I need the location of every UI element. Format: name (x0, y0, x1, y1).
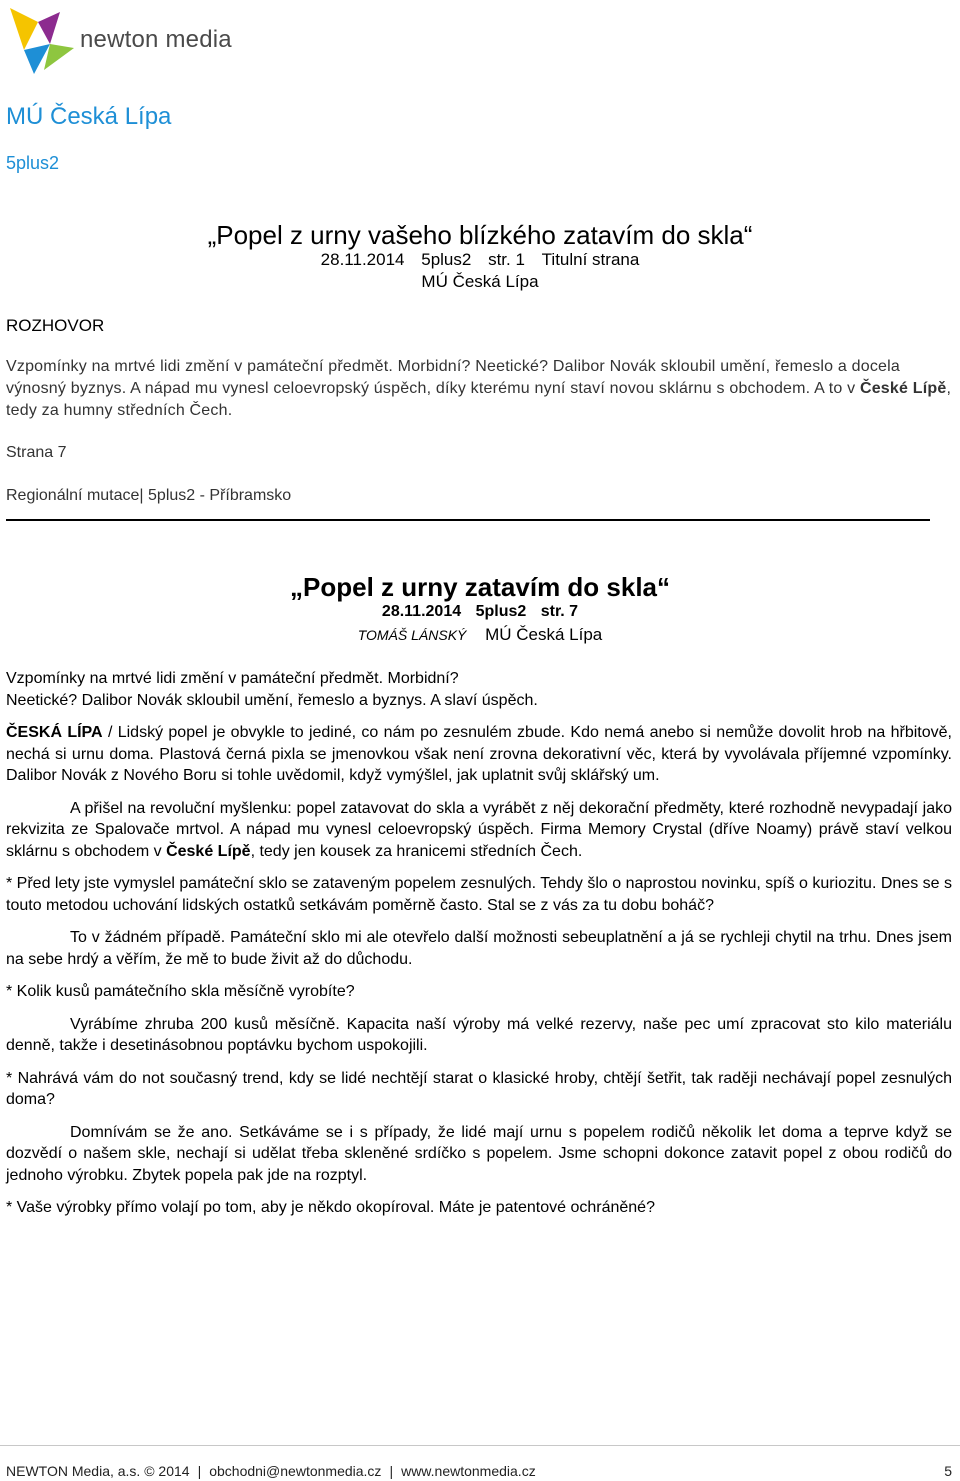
interview-question: * Kolik kusů památečního skla měsíčně vyrobíte? (6, 983, 355, 1000)
article1-client: MÚ Česká Lípa (421, 272, 539, 291)
article2-p2-post: , tedy jen kousek za hranicemi středních Čech. (250, 842, 583, 860)
article2-paragraph (6, 798, 952, 863)
article2-client: MÚ Česká Lípa (485, 625, 603, 644)
interview-answer: To v žádném případě. Památeční sklo mi ale otevřelo další možnosti sebeuplatnění a já se rychleji chytil na trhu. Dnes jsem na sebe hrdý a věřím, že mě to bude živit až do důchodu. (6, 929, 952, 968)
footer: NEWTON Media, a.s. © 2014 | obchodni@newtonmedia.cz | www.newtonmedia.cz (6, 1463, 536, 1479)
footer-company: NEWTON Media, a.s. © 2014 (6, 1463, 190, 1479)
article2-byline (0, 625, 960, 645)
article2-headline: „Popel z urny zatavím do skla“ (290, 572, 670, 602)
article1-strana: Strana 7 (6, 444, 67, 461)
footer-divider (0, 1445, 960, 1446)
article2-paragraph (6, 722, 952, 787)
article1-date: 28.11.2014 (320, 250, 405, 269)
article1-headline: „Popel z urny vašeho blízkého zatavím do skla“ (207, 220, 753, 250)
newton-logo-icon (4, 4, 80, 80)
brand-name: newton media (80, 26, 232, 53)
article2-date: 28.11.2014 (381, 603, 462, 620)
article1-rubric: Titulní strana (541, 250, 640, 269)
article2-page: str. 7 (540, 603, 579, 620)
page-number: 5 (944, 1463, 952, 1479)
article1-meta (0, 250, 960, 270)
newton-media-logo (4, 4, 244, 80)
article1-page: str. 1 (488, 250, 525, 269)
article1-regional: Regionální mutace| 5plus2 - Příbramsko (6, 487, 292, 504)
article1-lead-post: , tedy za humny středních Čech. (6, 380, 952, 419)
interview-answer: Vyrábíme zhruba 200 kusů měsíčně. Kapacita naší výroby má velké rezervy, naše pec umí zpracovat sto kilo materiálu denně, takže i desetinásobnou poptávku bychom uspokojili. (6, 1015, 952, 1054)
article2-meta (0, 603, 960, 621)
article2-lead: Vzpomínky na mrtvé lidi změní v památeční předmět. Morbidní? Neetické? Dalibor Novák skloubil umění, řemeslo a byznys. A slaví úspěch. (6, 670, 538, 709)
client-title: MÚ Česká Lípa (6, 103, 172, 130)
publication-name: 5plus2 (6, 153, 60, 173)
article1-lead (6, 356, 952, 422)
article2-p1-text: / Lidský popel je obvykle to jediné, co nám po zesnulém zbude. Kdo nemá anebo si nemůže dovolit hrob na hřbitově, nechá si urnu doma. Plastová černá pixla se jmenovkou však není zrovna dekorativní věc, která by vyvolávala příjemné vzpomínky. Dalibor Novák z Nového Boru si tohle uvědomil, když vymýšlel, jak uplatnit svůj sklářský um. (6, 724, 952, 784)
article2-p2-pre: A přišel na revoluční myšlenku: popel zatavovat do skla a vyrábět z něj dekorační předměty, které rozhodně nevypadají jako rekvizita ze Spalovače mrtvol. A nápad mu vynesl celoevropský úspěch. Firma Memory Crystal (dříve Noamy) právě staví velkou sklárnu s obchodem v (6, 799, 952, 860)
interview-question: * Vaše výrobky přímo volají po tom, aby je někdo okopíroval. Máte je patentové ochráněné? (6, 1199, 655, 1216)
article1-lead-pre: Vzpomínky na mrtvé lidi změní v památeční předmět. Morbidní? Neetické? Dalibor Novák skloubil umění, řemeslo a docela výnosný byznys. A nápad mu vynesl celoevropský úspěch, díky kterému nyní staví novou sklárnu s obchodem. A to v (6, 358, 901, 397)
article1-lead-highlight: České Lípě (859, 380, 947, 397)
article2-dateline: ČESKÁ LÍPA (6, 724, 103, 741)
interview-question: * Nahrává vám do not současný trend, kdy se lidé nechtějí starat o klasické hroby, chtějí šetřit, tak raději nechávají popel zesnulých doma? (6, 1069, 952, 1108)
divider-rule (6, 519, 930, 521)
article1-source: 5plus2 (421, 250, 472, 269)
interview-answer: Domnívám se že ano. Setkáváme se i s případy, že lidé mají urnu s popelem rodičů několik let doma a teprve když se dozvědí o našem skle, nechají si udělat třeba skleněné srdíčko s popelem. Jsme schopni dokonce zatavit popel z obou rodičů do jednoho výrobku. Zbytek popela pak jde na rozptyl. (6, 1123, 952, 1184)
footer-web-link[interactable]: www.newtonmedia.cz (401, 1463, 536, 1479)
interview-question: * Před lety jste vymyslel památeční sklo se zataveným popelem zesnulých. Tehdy šlo o naprostou novinku, spíš o kuriozitu. Dnes se s touto metodou uchování lidských ostatků setkávám poměrně často. Stal se z vás za tu dobu boháč? (6, 875, 952, 914)
article1-section: ROZHOVOR (6, 316, 105, 335)
article2-source: 5plus2 (475, 603, 527, 620)
footer-email-link[interactable]: obchodni@newtonmedia.cz (209, 1463, 382, 1479)
article2-author: TOMÁŠ LÁNSKÝ (357, 627, 467, 643)
article2-body (6, 668, 952, 1230)
article2-p2-highlight: České Lípě (166, 842, 251, 860)
